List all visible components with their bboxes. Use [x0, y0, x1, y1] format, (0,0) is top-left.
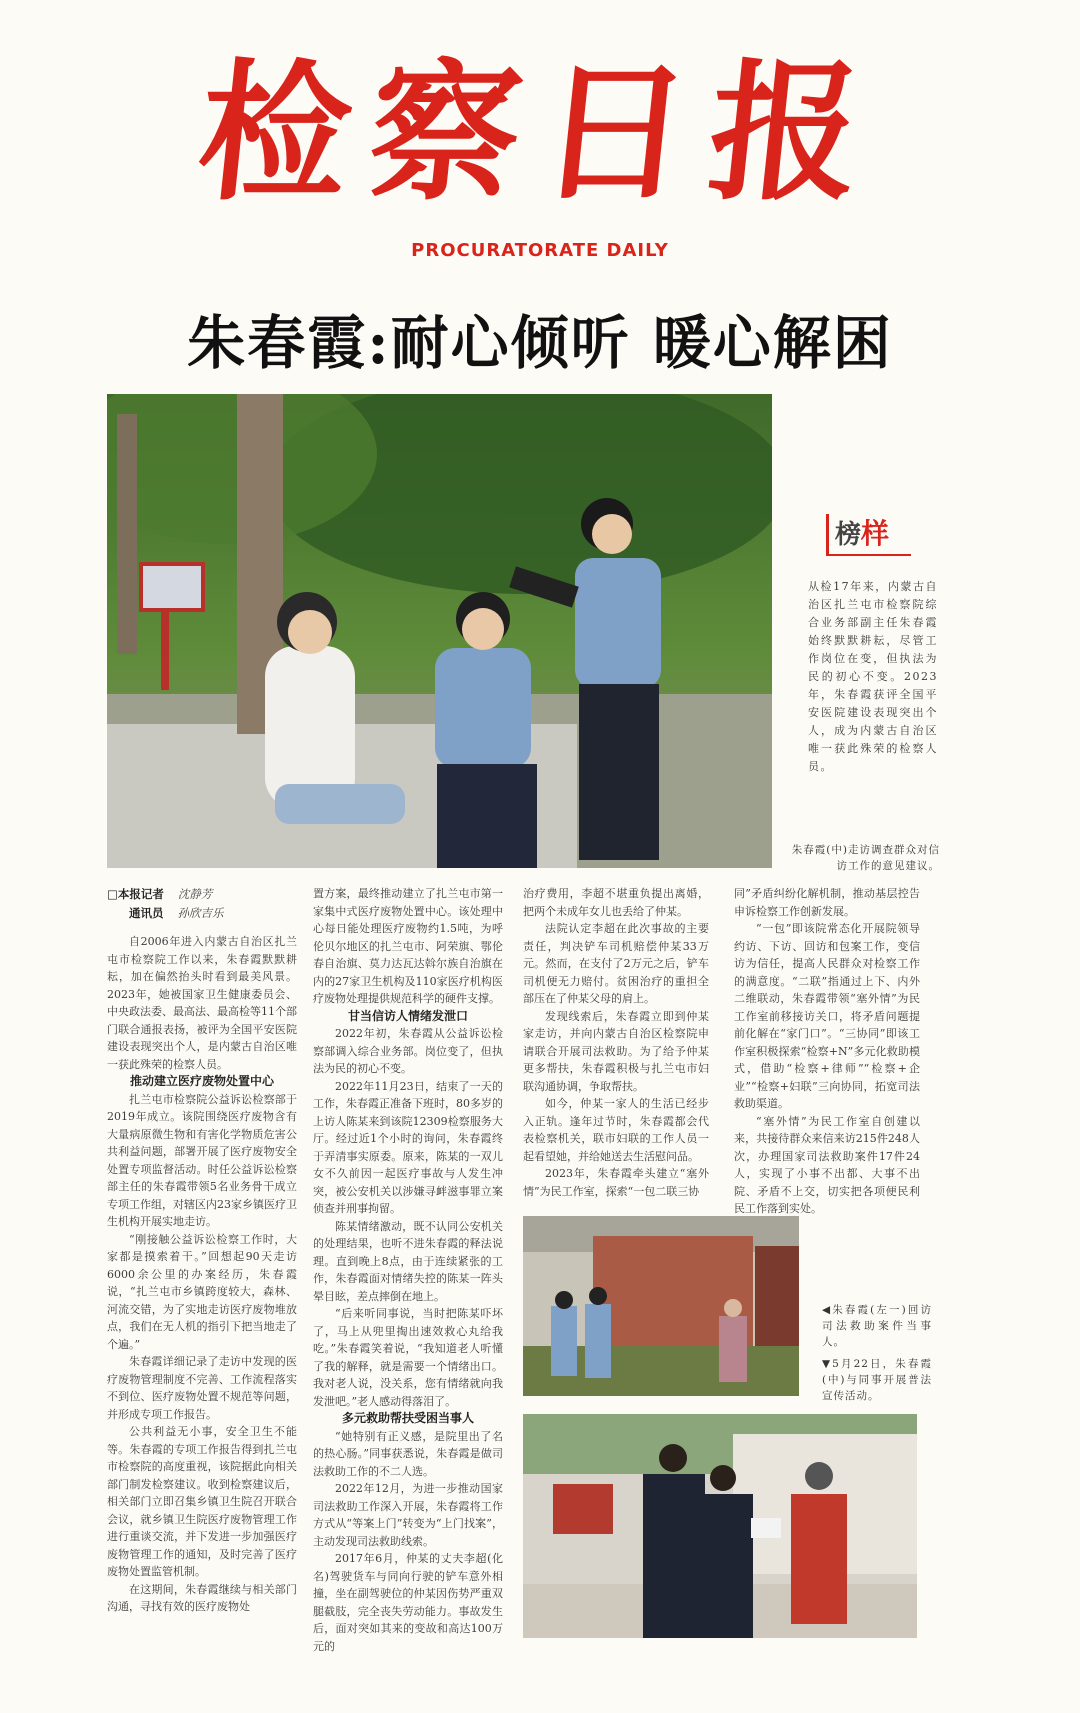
masthead [0, 18, 1080, 268]
headline: 朱春霞:耐心倾听 暖心解困 [187, 309, 893, 377]
reporter-label: □本报记者 [107, 887, 164, 901]
paragraph: 治疗费用，李超不堪重负提出离婚，把两个未成年女儿也丢给了仲某。 [523, 887, 709, 918]
paragraph: 法院认定李超在此次事故的主要责任，判决铲车司机赔偿仲某33万元。然而，在支付了2万元之后，铲车司机便无力赔付。贫困治疗的重担全部压在了仲某父母的肩上。 [523, 922, 709, 1005]
main-photo [107, 394, 772, 868]
paragraph: 2022年初，朱春霞从公益诉讼检察部调入综合业务部。岗位变了，但执法为民的初心不变。 [313, 1027, 503, 1075]
paragraph: 在这期间，朱春霞继续与相关部门沟通，寻找有效的医疗废物处 [107, 1582, 297, 1613]
masthead-subtitle: PROCURATORATE DAILY [411, 240, 669, 261]
photo-publicity-caption: ▼5月22日，朱春霞(中)与同事开展普法宣传活动。 [822, 1358, 932, 1402]
paragraph: 2023年，朱春霞牵头建立“塞外情”为民工作室，探索“一包二联三协 [523, 1167, 709, 1198]
paragraph: 朱春霞详细记录了走访中发现的医疗废物管理制度不完善、工作流程落实不到位、医疗废物处置不规范等问题，并形成专项工作报告。 [107, 1355, 297, 1421]
paragraph: 扎兰屯市检察院公益诉讼检察部于2019年成立。该院围绕医疗废物含有大量病原微生物和有害化学物质危害公共利益问题，部署开展了医疗废物安全处置专项监督活动。时任公益诉讼检察部主任的朱春霞带领5名业务骨干成立专项工作组，对辖区内23家乡镇医疗卫生机构开展实地走访。 [107, 1092, 297, 1228]
section-heading: 推动建立医疗废物处置中心 [129, 1074, 274, 1088]
sidebar-tag [826, 514, 911, 556]
paragraph: “塞外情”为民工作室自创建以来，共接待群众来信来访215件248人次，办理国家司法救助案件17件24人，实现了小事不出都、大事不出院、矛盾不上交，切实把各项便民利民工作落到实处。 [734, 1114, 920, 1215]
paragraph: 2022年12月，为进一步推动国家司法救助工作深入开展，朱春霞将工作方式从“等案上门”转变为“上门找案”，主动发现司法救助线索。 [313, 1482, 503, 1548]
article-column-2 [313, 885, 503, 1655]
photo-revisit [523, 1216, 799, 1396]
article-column-4 [734, 885, 920, 1218]
paragraph: 置方案，最终推动建立了扎兰屯市第一家集中式医疗废物处置中心。该处理中心每日能处理医疗废物约1.5吨，为呼伦贝尔地区的扎兰屯市、阿荣旗、鄂伦春自治旗、莫力达瓦达斡尔族自治旗在内的27家卫生机构及110家医疗机构医疗废物处理提供规范科学的硬件支撑。 [313, 887, 503, 1005]
sidebar-tag-main: 榜 [835, 520, 862, 550]
paragraph: “后来听同事说，当时把陈某吓坏了，马上从兜里掏出速效救心丸给我吃。”朱春霞笑着说，“我知道老人听懂了我的解释，就是需要一个情绪出口。我对老人说，没关系，您有情绪就向我发泄吧。”老人感动得落泪了。 [313, 1307, 503, 1408]
photo-revisit-caption: ◀朱春霞(左一)回访司法救助案件当事人。 [822, 1304, 932, 1348]
sidebar-tag-alt: 样 [861, 517, 890, 550]
section-heading: 多元救助帮扶受困当事人 [341, 1411, 474, 1425]
paragraph: 自2006年进入内蒙古自治区扎兰屯市检察院工作以来，朱春霞默默耕耘，加在偏然抬头时看到最美风景。2023年，她被国家卫生健康委员会、中央政法委、最高法、最高检等11个部门联合通报表扬，被评为全国平安医院建设表现突出个人，是内蒙古自治区唯一获此殊荣的检察人员。 [107, 935, 297, 1071]
paragraph: 发现线索后，朱春霞立即到仲某家走访，并向内蒙古自治区检察院申请联合开展司法救助。为了给予仲某更多帮扶，朱春霞积极与扎兰屯市妇联沟通协调，争取帮扶。 [523, 1009, 709, 1093]
photo-publicity [523, 1414, 917, 1638]
paragraph: 2017年6月，仲某的丈夫李超(化名)驾驶货车与同向行驶的铲车意外相撞，坐在副驾驶位的仲某因伤势严重双腿截肢，完全丧失劳动能力。事故发生后，面对突如其来的变故和高达100万元的 [313, 1552, 503, 1653]
paragraph: 同”矛盾纠纷化解机制，推动基层控告申诉检察工作创新发展。 [734, 887, 920, 918]
paragraph: 陈某情绪激动，既不认同公安机关的处理结果，也听不进朱春霞的释法说理。直到晚上8点，由于连续紧张的工作，朱春霞面对情绪失控的陈某一阵头晕目眩，差点摔倒在地上。 [313, 1219, 503, 1303]
byline [107, 885, 297, 923]
paragraph: “一包”即该院常态化开展院领导约访、下访、回访和包案工作，变信访为信任，提高人民群众对检察工作的满意度。“二联”指通过上下、内外二维联动，朱春霞带领“塞外情”为民工作室前移接访关口，将矛盾问题提前化解在“家门口”。“三协同”即该工作室积极探索“检察+N”多元化救助模式，借助“检察+律师”“检察+企业”“检察+妇联”三向协同，拓宽司法救助渠道。 [734, 922, 920, 1110]
correspondent-name: 孙欣吉乐 [177, 906, 224, 920]
paragraph: “刚接触公益诉讼检察工作时，大家都是摸索着干。”回想起90天走访6000余公里的办案经历，朱春霞说，“扎兰屯市乡镇跨度较大，森林、河流交错，为了实地走访医疗废物堆放点，我们在无人机的指引下把当地走了个遍。” [107, 1232, 297, 1351]
paragraph: 如今，仲某一家人的生活已经步入正轨。逢年过节时，朱春霞都会代表检察机关，联市妇联的工作人员一起看望她，并给她送去生活慰问品。 [523, 1097, 709, 1163]
paragraph: “她特别有正义感，是院里出了名的热心肠。”同事获悉说，朱春霞是做司法救助工作的不二人选。 [313, 1429, 503, 1478]
article-column-3 [523, 885, 709, 1200]
main-photo-caption: 朱春霞(中)走访调查群众对信访工作的意见建议。 [791, 844, 940, 872]
paragraph: 2022年11月23日，结束了一天的工作，朱春霞正准备下班时，80多岁的上访人陈某来到该院12309检察服务大厅。经过近1个小时的询问，朱春霞终于弄清事实原委。原来，陈某的一双儿女不久前因一起医疗事故与人发生冲突，被公安机关以涉嫌寻衅滋事罪立案侦查并刑事拘留。 [313, 1079, 503, 1215]
paragraph: 公共利益无小事，安全卫生不能等。朱春霞的专项工作报告得到扎兰屯市检察院的高度重视，该院据此向相关部门制发检察建议。收到检察建议后，相关部门立即召集乡镇卫生院召开联合会议，就乡镇卫生院医疗废物管理工作进行重谈交流，并下发进一步加强医疗废物管理工作的通知，及时完善了医疗废物处置监管机制。 [107, 1425, 297, 1578]
reporter-name: 沈静芳 [177, 887, 213, 901]
correspondent-label: 通讯员 [129, 906, 164, 920]
masthead-title: 检察日报 [190, 45, 890, 221]
article-column-1 [107, 885, 297, 1616]
intro-text: 从检17年来，内蒙古自治区扎兰屯市检察院综合业务部副主任朱春霞始终默默耕耘，尽管工作岗位在变，但执法为民的初心不变。2023年，朱春霞获评全国平安医院建设表现突出个人，成为内蒙古自治区唯一获此殊荣的检察人员。 [808, 580, 938, 773]
section-heading: 甘当信访人情绪发泄口 [347, 1008, 468, 1023]
